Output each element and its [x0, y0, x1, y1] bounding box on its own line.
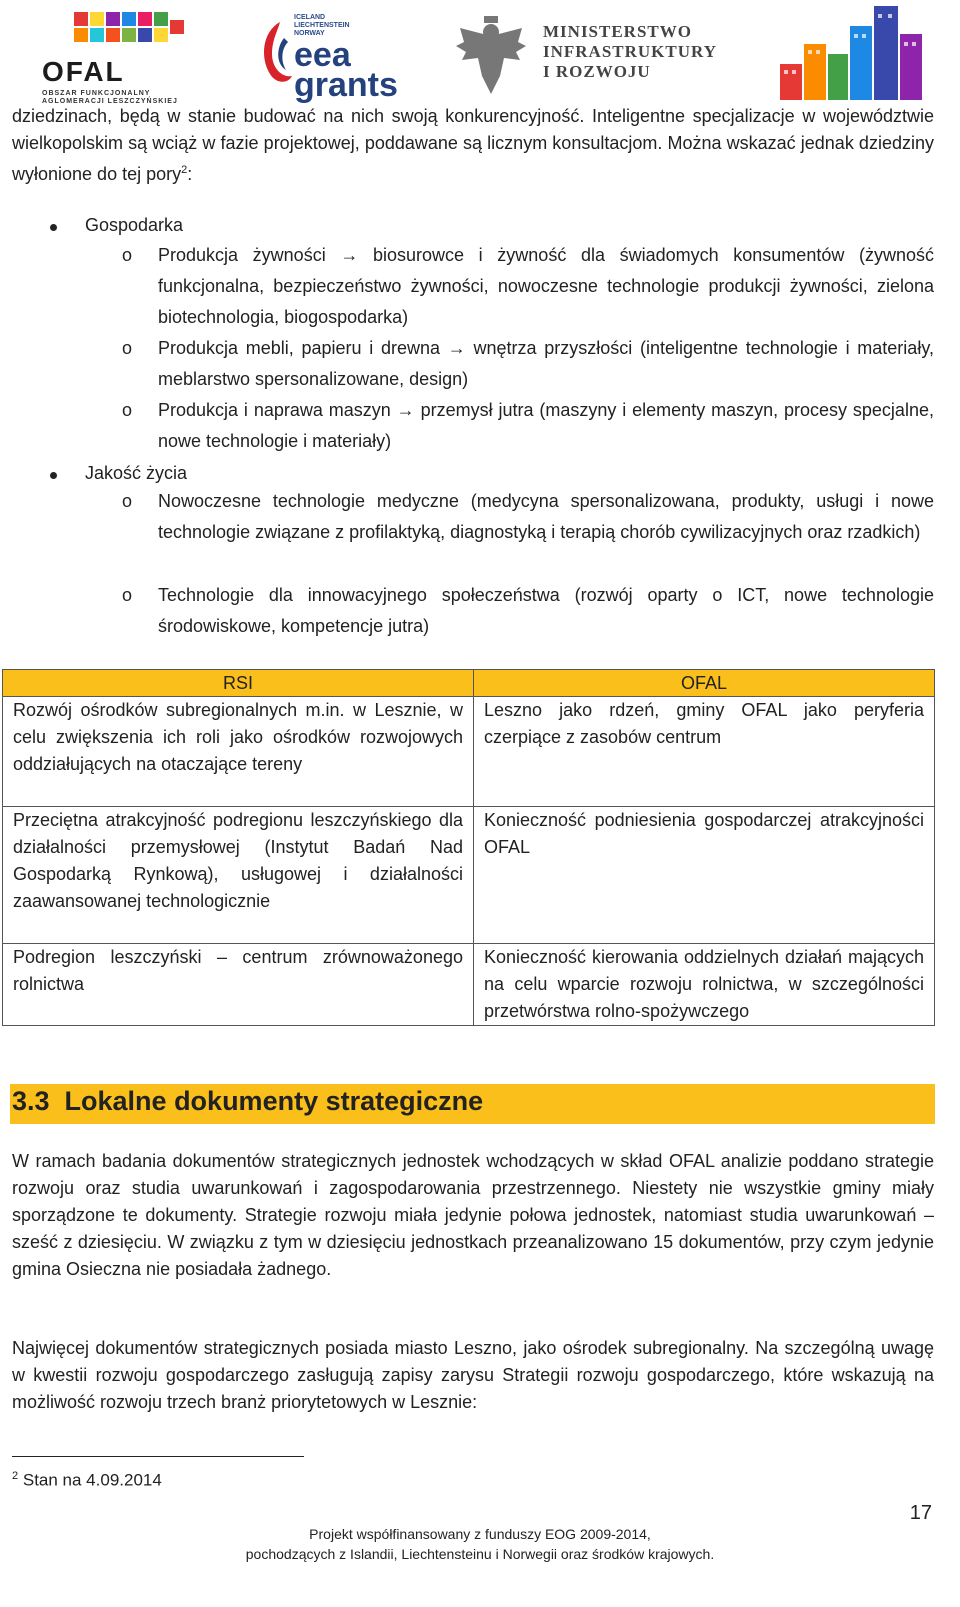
- ofal-mosaic-icon: [38, 10, 208, 60]
- table-cell: Podregion leszczyński – centrum zrównoważonego rolnictwa: [3, 944, 474, 1026]
- table-row: [3, 697, 935, 807]
- section-heading: [10, 1084, 935, 1124]
- bullet-icon: [50, 472, 57, 479]
- item-from: Produkcja i naprawa maszyn: [158, 400, 391, 420]
- item-to: wnętrza przyszłości (inteligentne technologie i materiały, meblarstwo spersonalizowane, design): [158, 338, 934, 389]
- table-cell: Konieczność kierowania oddzielnych działań mających na celu wparcie rozwoju rolnictwa, w szczególności przetwórstwa rolno-spożywczego: [474, 944, 935, 1026]
- list-category: Gospodarka: [85, 215, 184, 235]
- intro-text: dziedzinach, będą w stanie budować na nich swoją konkurencyjność. Inteligentne specjalizacje w województwie wielkopolskim są wciąż w fazie projektowej, poddawane są licznym konsultacjom.: [12, 106, 934, 153]
- list-item: Technologie dla innowacyjnego społeczeństwa (rozwój oparty o ICT, nowe technologie środowiskowe, kompetencje jutra): [158, 585, 934, 636]
- list-item: [158, 333, 934, 395]
- footnote-separator: [12, 1456, 304, 1457]
- intro-text-2: Można wskazać jednak dziedziny wyłonione do tej pory: [12, 133, 934, 184]
- eea-swirl-icon: [258, 18, 298, 88]
- ministry-logo: [448, 12, 758, 102]
- table-row: [3, 944, 935, 1026]
- bullet-icon: [50, 224, 57, 231]
- arrow-right-icon: →: [396, 400, 415, 420]
- city-skyline-logo: [778, 4, 930, 100]
- table-row: [3, 807, 935, 944]
- eea-grants-wordmark: eea grants: [294, 36, 398, 104]
- arrow-right-icon: →: [340, 245, 359, 265]
- paragraph: Najwięcej dokumentów strategicznych posiada miasto Leszno, jako ośrodek subregionalny. Na szczególną uwagę w kwestii rozwoju gospodarczego zasługują zapisy zarysu Strategii rozwoju gospodarczego, które wskazują na możliwość rozwoju trzech branż priorytetowych w Lesznie:: [12, 1338, 934, 1412]
- section-title: 3.3 Lokalne dokumenty strategiczne: [12, 1086, 484, 1116]
- intro-colon: :: [187, 164, 193, 184]
- item-from: Produkcja żywności: [158, 245, 326, 265]
- eea-countries: ICELAND LIECHTENSTEIN NORWAY: [294, 14, 350, 37]
- table-cell: Konieczność podniesienia gospodarczej atrakcyjności OFAL: [474, 807, 935, 944]
- eea-grants-logo: [258, 10, 418, 104]
- item-to: biosurowce i żywność dla świadomych konsumentów (żywność funkcjonalna, bezpieczeństwo żywności, nowoczesne technologie produkcji żywności, zielona biotechnologia, biogospodarka): [158, 245, 934, 327]
- table-cell: Leszno jako rdzeń, gminy OFAL jako peryferia czerpiące z zasobów centrum: [474, 697, 935, 807]
- sub-bullet-icon: o: [122, 585, 133, 605]
- ofal-word: OFAL: [42, 56, 125, 87]
- table-header: OFAL: [474, 670, 935, 697]
- header-logos: [0, 0, 960, 108]
- page-number: 17: [909, 1502, 932, 1524]
- footnote-number: 2: [12, 1470, 19, 1482]
- footnote: [12, 1470, 162, 1491]
- sub-bullet-icon: o: [122, 338, 133, 358]
- arrow-right-icon: →: [447, 338, 466, 358]
- list-item: [158, 395, 934, 457]
- item-from: Produkcja mebli, papieru i drewna: [158, 338, 441, 358]
- footer-line-2: pochodzących z Islandii, Liechtensteinu i Norwegii oraz środków krajowych.: [245, 1546, 715, 1562]
- footer-line-1: Projekt współfinansowany z funduszy EOG 2009-2014,: [309, 1526, 651, 1542]
- footnote-text: Stan na 4.09.2014: [22, 1470, 162, 1490]
- comparison-table: [2, 669, 935, 1026]
- list-category: Jakość życia: [85, 463, 188, 483]
- buildings-icon: [778, 4, 930, 100]
- footnote-ref: 2: [181, 164, 188, 176]
- sub-bullet-icon: o: [122, 245, 133, 265]
- polish-eagle-icon: [448, 12, 534, 98]
- page-footer: [0, 1524, 960, 1564]
- list-item: [158, 240, 934, 333]
- table-cell: Przeciętna atrakcyjność podregionu leszczyńskiego dla działalności przemysłowej (Instytut Badań Nad Gospodarką Rynkową), usługowej i działalności zaawansowanej technologicznie: [3, 807, 474, 944]
- item-to: przemysł jutra (maszyny i elementy maszyn, procesy specjalne, nowe technologie i materiały): [158, 400, 934, 451]
- paragraph: W ramach badania dokumentów strategicznych jednostek wchodzących w skład OFAL analizie poddano strategie rozwoju oraz studia uwarunkowań i zagospodarowania przestrzennego. Niestety nie wszystkie gminy miały sporządzone te dokumenty. Strategie rozwoju miała jedynie połowa jednostek, natomiast studia uwarunkowań – sześć z dziesięciu. W związku z tym w dziesięciu jednostkach przeanalizowano 15 dokumentów, przy czym jedynie gmina Osieczna nie posiadała żadnego.: [12, 1151, 934, 1279]
- sub-bullet-icon: o: [122, 400, 133, 420]
- table-cell: Rozwój ośrodków subregionalnych m.in. w Lesznie, w celu zwiększenia ich roli jako ośrodków rozwojowych oddziałujących na otaczające tereny: [3, 697, 474, 807]
- sub-bullet-icon: o: [122, 491, 133, 511]
- ofal-subtitle: OBSZAR FUNKCJONALNY AGLOMERACJI LESZCZYŃSKIEJ: [42, 90, 178, 105]
- table-header: RSI: [3, 670, 474, 697]
- list-item: Nowoczesne technologie medyczne (medycyna spersonalizowana, produkty, usługi i nowe technologie związane z profilaktyką, diagnostyką i terapią chorób cywilizacyjnych oraz rzadkich): [158, 491, 934, 542]
- ministry-name: MINISTERSTWO INFRASTRUKTURY I ROZWOJU: [543, 22, 717, 81]
- ofal-logo: [38, 10, 208, 105]
- intro-paragraph: [12, 103, 934, 188]
- table-header-row: [3, 670, 935, 697]
